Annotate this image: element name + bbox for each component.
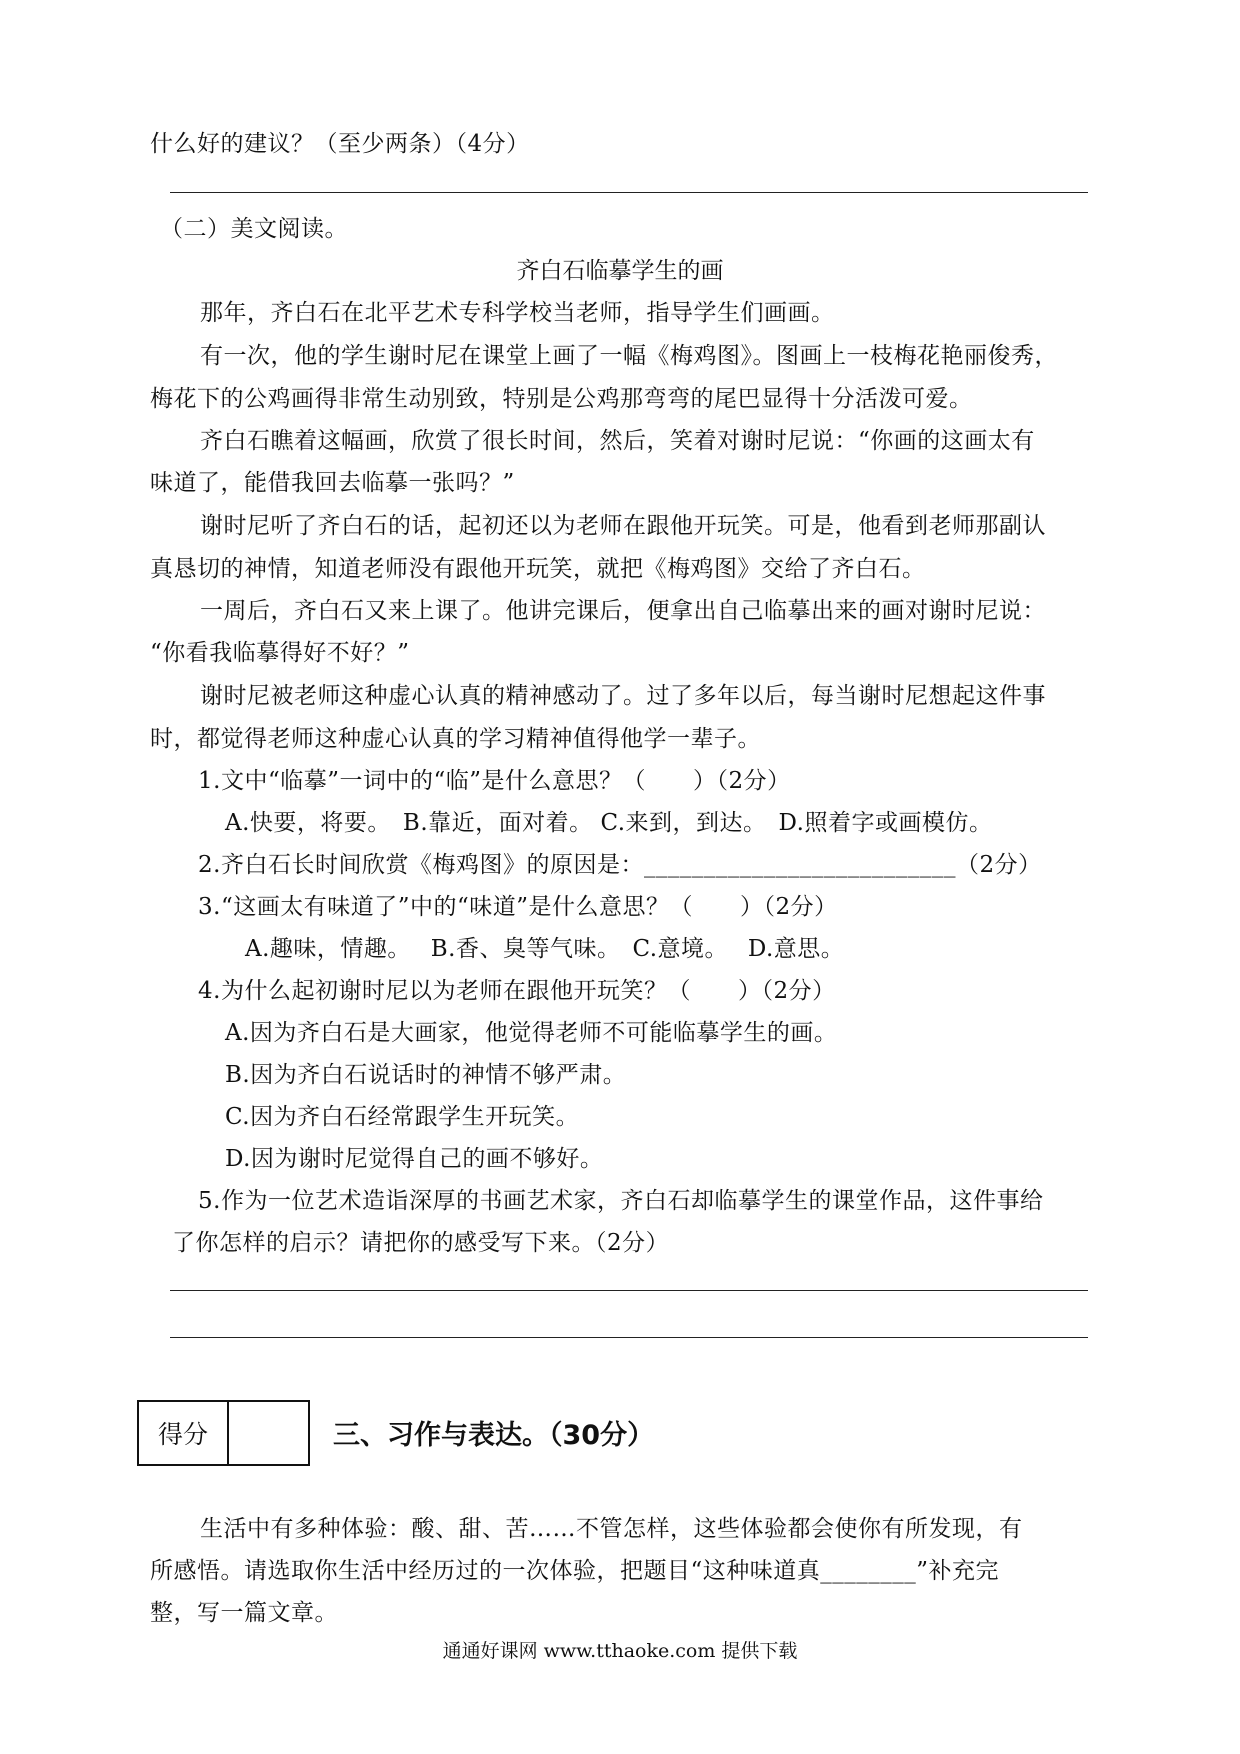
paragraph: 有一次，他的学生谢时尼在课堂上画了一幅《梅鸡图》。图画上一枝梅花艳丽俊秀， [200, 343, 1058, 369]
question-4: 4.为什么起初谢时尼以为老师在跟他开玩笑？（ ）（2分） [198, 978, 836, 1004]
answer-line[interactable] [170, 192, 1088, 193]
question-5: 5.作为一位艺术造诣深厚的书画艺术家，齐白石却临摹学生的课堂作品，这件事给 [198, 1188, 1044, 1214]
writing-prompt: 生活中有多种体验：酸、甜、苦……不管怎样，这些体验都会使你有所发现，有 [200, 1516, 1023, 1542]
paragraph: 齐白石瞧着这幅画，欣赏了很长时间，然后，笑着对谢时尼说：“你画的这画太有 [200, 428, 1035, 454]
question-4-option-d: D.因为谢时尼觉得自己的画不够好。 [225, 1146, 604, 1172]
question-4-option-c: C.因为齐白石经常跟学生开玩笑。 [225, 1104, 580, 1130]
footer: 通通好课网 www.tthaoke.com 提供下载 [442, 1640, 798, 1662]
score-box [137, 1400, 310, 1466]
paragraph: 谢时尼被老师这种虚心认真的精神感动了。过了多年以后，每当谢时尼想起这件事 [200, 683, 1046, 709]
answer-line[interactable] [170, 1290, 1088, 1291]
question-4-option-a: A.因为齐白石是大画家，他觉得老师不可能临摹学生的画。 [225, 1020, 838, 1046]
question-1-options: A.快要，将要。 B.靠近，面对着。 C.来到，到达。 D.照着字或画模仿。 [225, 810, 993, 836]
prompt-tail: 什么好的建议？（至少两条）（4分） [150, 131, 530, 157]
paragraph: “你看我临摹得好不好？” [150, 640, 410, 666]
writing-prompt: 整，写一篇文章。 [150, 1600, 338, 1626]
article-title: 齐白石临摹学生的画 [516, 258, 724, 284]
paragraph: 一周后，齐白石又来上课了。他讲完课后，便拿出自己临摹出来的画对谢时尼说： [200, 598, 1046, 624]
answer-line[interactable] [170, 1337, 1088, 1338]
question-2: 2.齐白石长时间欣赏《梅鸡图》的原因是：__________________________（2分） [198, 852, 1042, 878]
question-1: 1.文中“临摹”一词中的“临”是什么意思？（ ）（2分） [198, 768, 791, 794]
section-heading: （二）美文阅读。 [160, 216, 348, 242]
paragraph: 时，都觉得老师这种虚心认真的学习精神值得他学一辈子。 [150, 726, 761, 752]
writing-prompt: 所感悟。请选取你生活中经历过的一次体验，把题目“这种味道真________”补充完 [150, 1558, 1000, 1584]
question-3-options: A.趣味，情趣。 B.香、臭等气味。 C.意境。 D.意思。 [245, 936, 845, 962]
question-3: 3.“这画太有味道了”中的“味道”是什么意思？（ ）（2分） [198, 894, 838, 920]
paragraph: 那年，齐白石在北平艺术专科学校当老师，指导学生们画画。 [200, 300, 835, 326]
question-5-cont: 了你怎样的启示？请把你的感受写下来。（2分） [172, 1230, 670, 1256]
score-blank[interactable] [229, 1402, 308, 1464]
section-3-heading: 三、习作与表达。（30分） [333, 1420, 655, 1451]
paragraph: 梅花下的公鸡画得非常生动别致，特别是公鸡那弯弯的尾巴显得十分活泼可爱。 [150, 386, 973, 412]
paragraph: 谢时尼听了齐白石的话，起初还以为老师在跟他开玩笑。可是，他看到老师那副认 [200, 513, 1046, 539]
question-4-option-b: B.因为齐白石说话时的神情不够严肃。 [225, 1062, 627, 1088]
paragraph: 真恳切的神情，知道老师没有跟他开玩笑，就把《梅鸡图》交给了齐白石。 [150, 556, 926, 582]
score-label: 得分 [139, 1402, 229, 1464]
paragraph: 味道了，能借我回去临摹一张吗？” [150, 470, 515, 496]
